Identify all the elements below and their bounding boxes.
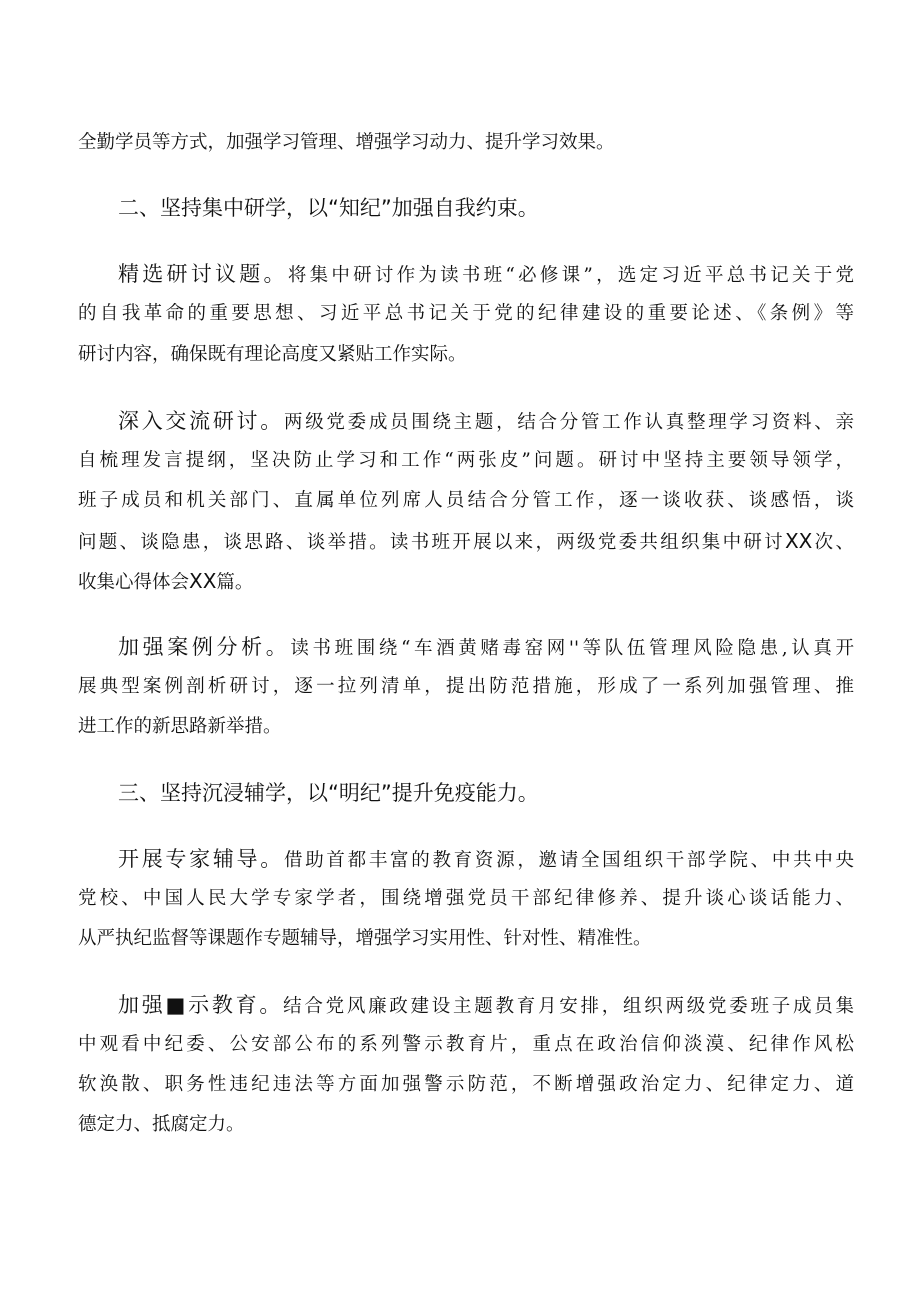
paragraph-line: [118, 990, 854, 1020]
paragraph-text: 次、: [812, 532, 854, 553]
paragraph-line: 中观看中纪委、公安部公布的系列警示教育片，重点在政治信仰淡漠、纪律作风松: [78, 1034, 854, 1055]
paragraph-lead: 深入交流研讨。: [118, 409, 284, 433]
paragraph-text: 收集心得体会: [78, 572, 190, 593]
paragraph-line: 党校、中国人民大学专家学者，围绕增强党员干部纪律修养、提升谈心谈话能力、: [78, 888, 854, 909]
placeholder-count: XX: [189, 569, 217, 593]
paragraph-line: [78, 526, 854, 556]
paragraph-line: 展典型案例剖析研讨，逐一拉列清单，提出防范措施，形成了一系列加强管理、推: [78, 676, 854, 697]
paragraph-line: [118, 406, 854, 436]
paragraph-text: 读书班围绕“车酒黄赌毒窑网''等队伍管理风险隐患,认真开: [290, 638, 855, 659]
paragraph-text: 借助首都丰富的教育资源，邀请全国组织干部学院、中共中央: [283, 850, 854, 871]
paragraph-lead: 加强案例分析。: [118, 635, 291, 659]
section-3-heading: 三、坚持沉浸辅学，以“明纪”提升免疫能力。: [118, 781, 539, 805]
paragraph-text: 问题、谈隐患，谈思路、谈举措。读书班开展以来，两级党委共组织集中研讨: [78, 532, 785, 553]
paragraph-line: [118, 259, 854, 289]
paragraph-line: [118, 632, 854, 662]
placeholder-count: XX: [784, 529, 813, 553]
paragraph-lead: 加强■示教育。: [118, 993, 284, 1017]
paragraph-line: 自梳理发言提纲，坚决防止学习和工作“两张皮”问题。研讨中坚持主要领导领学，: [78, 450, 854, 471]
paragraph-line: [78, 566, 854, 596]
paragraph-text: 两级党委成员围绕主题，结合分管工作认真整理学习资料、亲: [283, 412, 854, 433]
paragraph-lead: 开展专家辅导。: [118, 847, 284, 871]
paragraph-text: 结合党风廉政建设主题教育月安排，组织两级党委班子成员集: [283, 996, 854, 1017]
paragraph-line: 的自我革命的重要思想、习近平总书记关于党的纪律建设的重要论述、《条例》等: [78, 303, 854, 324]
paragraph-line: 德定力、抵腐定力。: [78, 1114, 245, 1135]
paragraph-line: 班子成员和机关部门、直属单位列席人员结合分管工作，逐一谈收获、谈感悟，谈: [78, 490, 854, 511]
paragraph-lead: 精选研讨议题。: [118, 262, 288, 286]
section-2-heading: 二、坚持集中研学，以“知纪”加强自我约束。: [118, 196, 539, 220]
paragraph-text: 将集中研讨作为读书班“必修课”，选定习近平总书记关于党: [287, 265, 855, 286]
paragraph-line: 从严执纪监督等课题作专题辅导，增强学习实用性、针对性、精准性。: [78, 928, 652, 949]
paragraph-line: 软涣散、职务性违纪违法等方面加强警示防范，不断增强政治定力、纪律定力、道: [78, 1074, 854, 1095]
paragraph-text: 篇。: [216, 572, 254, 593]
paragraph-line: 研讨内容，确保既有理论高度又紧贴工作实际。: [78, 344, 467, 365]
paragraph-line: [118, 844, 854, 874]
paragraph-line: 进工作的新思路新举措。: [78, 716, 282, 737]
intro-line: 全勤学员等方式，加强学习管理、增强学习动力、提升学习效果。: [78, 132, 615, 153]
